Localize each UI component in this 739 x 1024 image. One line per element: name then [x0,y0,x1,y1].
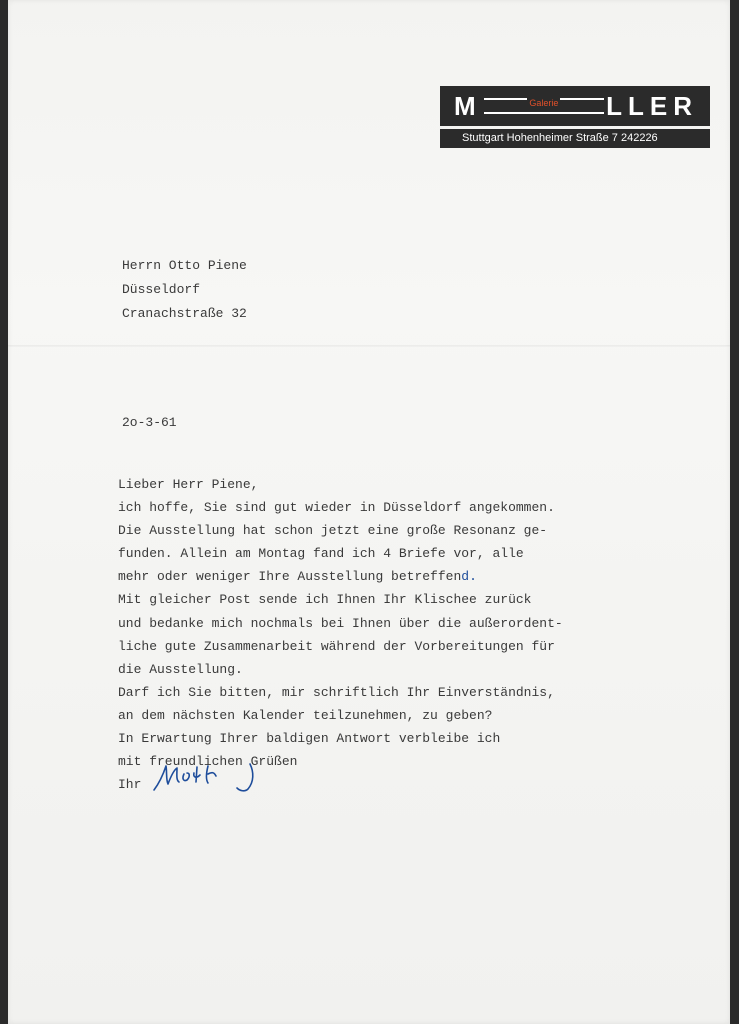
body-line: Darf ich Sie bitten, mir schriftlich Ihr Einverständnis, [118,684,555,700]
salutation: Lieber Herr Piene, [118,477,259,492]
body-line: an dem nächsten Kalender teilzunehmen, zu geben? [118,707,493,723]
body-line: mit freundlichen Grüßen [118,754,298,770]
letter-date: 2o-3-61 [122,415,177,430]
recipient-city: Düsseldorf [122,282,201,297]
gallery-logo [440,86,710,126]
body-line: Die Ausstellung hat schon jetzt eine große Resonanz ge- [118,523,548,539]
body-line: Mit gleicher Post sende ich Ihnen Ihr Klischee zurück [118,592,532,608]
handwritten-correction: d. [461,569,477,585]
body-line-text: mehr oder weniger Ihre Ausstellung betreffen [118,569,462,585]
handwritten-signature [150,758,290,798]
paper-fold [8,345,730,347]
logo-middle [482,86,606,126]
logo-letters-ller: LLER [606,91,698,121]
body-line: und bedanke mich nochmals bei Ihnen über die außerordent- [118,615,563,631]
body-line: liche gute Zusammenarbeit während der Vorbereitungen für [118,638,555,654]
letter-body [118,473,563,796]
letter-page [8,0,730,1024]
closing: Ihr [118,777,142,793]
logo-bar-bottom [484,112,604,114]
letterhead [440,86,710,148]
logo-letter-m: M [454,91,482,121]
recipient-name: Herrn Otto Piene [122,258,247,273]
letterhead-address: Stuttgart Hohenheimer Straße 7 242226 [440,129,710,148]
body-line: ich hoffe, Sie sind gut wieder in Düsseldorf angekommen. [118,500,555,516]
recipient-address [122,254,247,326]
body-line: funden. Allein am Montag fand ich 4 Briefe vor, alle [118,546,524,562]
recipient-street: Cranachstraße 32 [122,306,247,321]
body-line: die Ausstellung. [118,661,243,677]
logo-galerie-label: Galerie [529,98,559,108]
body-line: In Erwartung Ihrer baldigen Antwort verbleibe ich [118,731,501,747]
body-line-corrected [118,565,563,588]
